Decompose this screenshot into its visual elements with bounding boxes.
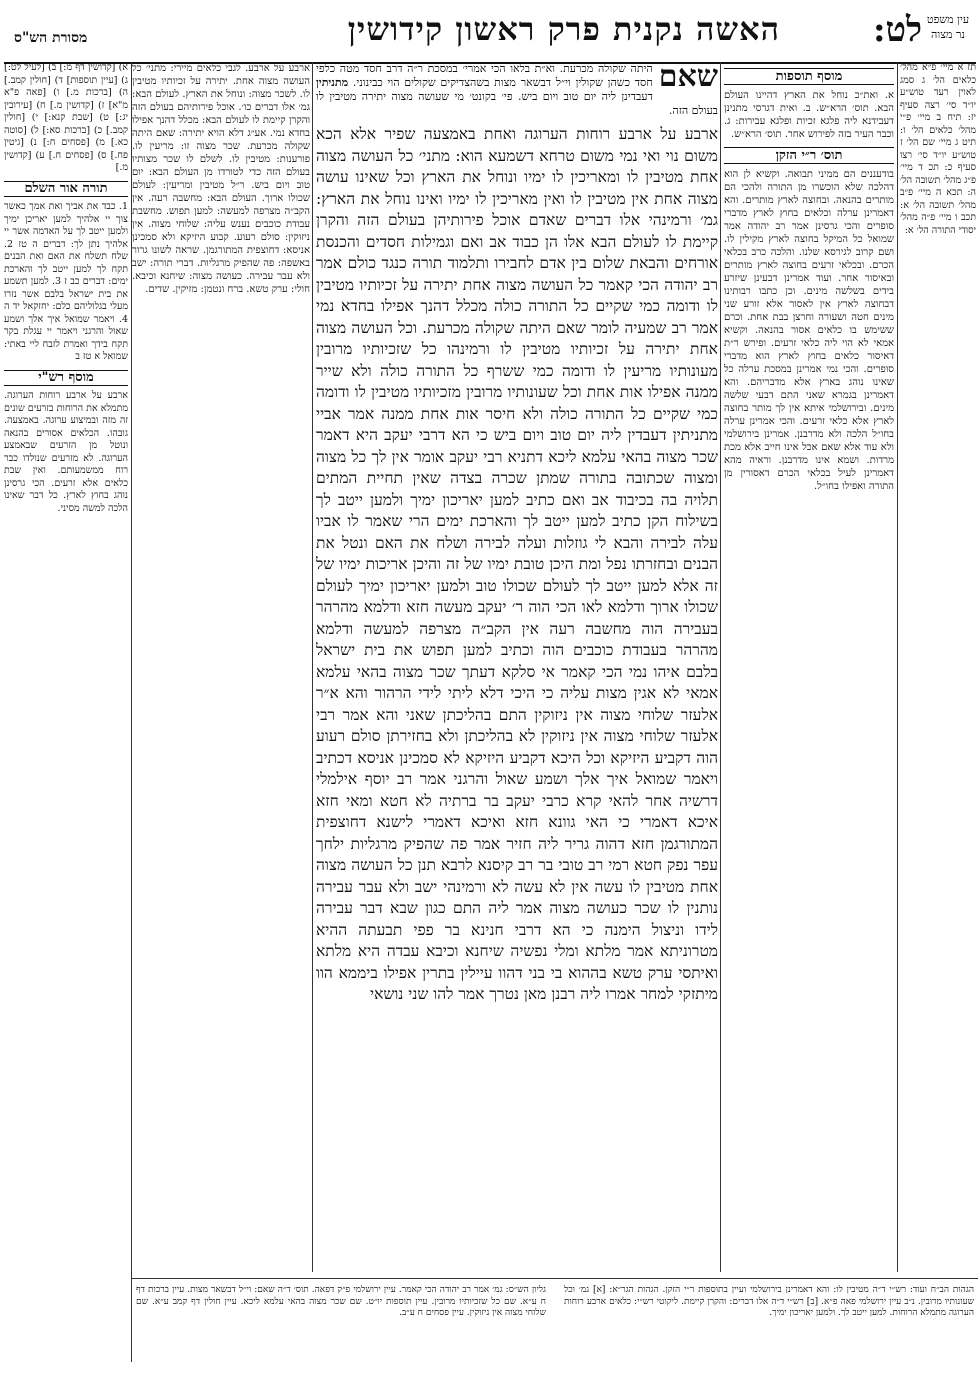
left-sidebar: [4, 62, 128, 1362]
torah-or-text: 1. כבד את אביך ואת אמך כאשר צוך יי אלהיך למען יאריכן ימיך ולמען ייטב לך על האדמה אשר יי אלהיך נתן לך: דברים ה טז 2. שלח תשלח את האם ואת הבנים תקח לך למען ייטב לך והארכת ימים: דברים כב ז 3. למען תשמע את בית ישראל בלבם אשר נזרו מעלי בגלוליהם כלם: יחזקאל יד ה 4. ויאמר שמואל איך אלך ושמע שאול והרגני ויאמר יי עגלת בקר תקח בידך ואמרת לזבח ליי באתי: שמואל א טז ב: [4, 201, 128, 362]
column-divider: [720, 62, 721, 1272]
page-title: האשה נקנית פרק ראשון קידושין: [347, 10, 780, 48]
column-divider: [897, 62, 898, 1272]
gemara-column: [316, 62, 718, 1272]
gemara-tosfot-intro: [316, 62, 718, 118]
daf-number: לט:: [873, 10, 922, 50]
mesorat-text: א) [קדושין דף מ:] ב) [לעיל לט:] ג) [עיין תוספות] ד) [חולין קמב.] ה) [ברכות מ.] ו) [פאה פ"א מ"א] ז) [קדושין מ.] ח) [עירובין יג:] ט) [שבת קנא:] י) [חולין קמב.] כ) [ברכות סא:] ל) [סוטה כא.] מ) [פסחים ח:] נ) [גיטין פח.] ס) [פסחים ח.] ע) [קדושין מ.]: [4, 62, 128, 173]
ein-mishpat-column: [900, 62, 976, 1362]
mishna-text: דעבדינן ליה יום טוב ויום ביש. פי׳ בקונט׳ מי שעושה מצוה יתירה מטיבין לו בעולם הזה.: [316, 90, 718, 117]
running-header: [0, 6, 980, 58]
opening-word: שאם: [658, 62, 718, 94]
tosfot-column: [724, 62, 894, 1272]
torah-or-header: תורה אור השלם: [4, 181, 128, 198]
intro-text: היתה שקולה מכרעת. וא״ת בלאו הכי אמרי׳ במסכת ר״ה דרב חסד מטה כלפי חסד כשהן שקולין וי״ל דבשאר מצות בשהצדיקים שקולים הוי כבינוני.: [316, 62, 653, 89]
footer-left: גליון הש״ס: גמ׳ אמר רב יהודה הכי קאמר. עיין ירושלמי פ״ק דפאה. תוס׳ ד״ה שאם: וי״ל דבשאר מצות. עיין ברכות דף ח ע״א. שם כל שזכיותיו מרובין. עיין תוספות יו״ט. שם שכר מצוה בהאי עלמא ליכא. עיין חולין דף קמב ע״א. שם שלוחי מצוה אין ניזוקין. עיין פסחים ח ע״ב.: [136, 1285, 546, 1318]
gemara-main-text: ארבע על ארבע רוחות הערוגה ואחת באמצעה שפיר אלא הכא משום נוי ואי נמי משום טרחא דשמעא הוא: מתני׳ כל העושה מצוה אחת מטיבין לו ומאריכין לו ימיו ונוחל את הארץ וכל שאינו עושה מצוה אחת אין מטיבין לו ואין מאריכין לו ימיו ואינו נוחל את הארץ: גמ׳ ורמינהי אלו דברים שאדם אוכל פירותיהן בעולם הזה והקרן קיימת לו לעולם הבא אלו הן כבוד אב ואם וגמילות חסדים והכנסת אורחים והבאת שלום בין אדם לחבירו ותלמוד תורה כנגד כולם אמר רב יהודה הכי קאמר כל העושה מצוה אחת יתירה על זכיותיו מטיבין לו ודומה כמי שקיים כל התורה כולה מכלל דהנך אפילו בחדא נמי אמר רב שמעיה לומר שאם היתה שקולה מכרעת. וכל העושה מצוה אחת יתירה על זכיותיו מטיבין לו ורמינהו כל שזכיותיו מרובין מעונותיו מריעין לו ודומה כמי ששרף כל התורה כולה ולא שייר ממנה אפילו אות אחת וכל שעונותיו מרובין מזכיותיו מטיבין לו ודומה כמי שקיים כל התורה כולה ולא חיסר אות אחת ממנה אמר אביי מתניתין דעבדין ליה יום טוב ויום ביש כי הא דרבי יעקב היא דאמר שכר מצוה בהאי עלמא ליכא דתניא רבי יעקב אומר אין לך כל מצוה ומצוה שכתובה בתורה שמתן שכרה בצדה שאין תחיית המתים תלויה בה בכיבוד אב ואם כתיב למען יאריכון ימיך ולמען ייטב לך בשילוח הקן כתיב למען ייטב לך והארכת ימים הרי שאמר לו אביו עלה לבירה והבא לי גוזלות ועלה לבירה ושלח את האם ונטל את הבנים ובחזרתו נפל ומת היכן טובת ימיו של זה והיכן אריכות ימיו של זה אלא למען ייטב לך לעולם שכולו טוב ולמען יאריכון ימיך לעולם שכולו ארוך ודלמא לאו הכי הוה ר׳ יעקב מעשה חזא ודלמא מהרהר בעבירה הוה מחשבה רעה אין הקב״ה מצרפה למעשה ודלמא מהרהר בעבודת כוכבים הוה וכתיב למען תפוש את בית ישראל בלבם איהו נמי הכי קאמר אי סלקא דעתך שכר מצוה בהאי עלמא אמאי לא אגין מצות עליה כי היכי דלא ליתי לידי הרהור והא א״ר אלעזר שלוחי מצוה אין ניזוקין התם בהליכתן שאני והא אמר רבי אלעזר שלוחי מצוה אין ניזוקין לא בהליכתן ולא בחזירתן סולם רעוע הוה דקביע היזיקא וכל היכא דקביע היזיקא לא סמכינן אניסא דכתיב ויאמר שמואל איך אלך ושמע שאול והרגני אמר רב יוסף אילמלי דרשיה אחר להאי קרא כרבי יעקב בר ברתיה לא חטא ומאי חזא איכא דאמרי כי האי גוונא חזא ואיכא דאמרי לישנא דחוצפית המתורגמן חזא דהוה גריר ליה חזיר אמר פה שהפיק מרגליות ילחך עפר נפק חטא רמי רב טובי בר רב קיסנא לרבא תנן כל העושה מצוה אחת מטיבין לו עשה אין לא עשה לא ורמינהי ישב ולא עבר עבירה נותנין לו שכר כעושה מצוה אמר ליה התם כגון שבא דבר עבירה לידו וניצול הימנה כי הא דרבי חנינא בר פפי תבעתה ההיא מטרוניתא אמר מלתא ומלי נפשיה שיחנא וכיבא עבדה היא מלתא ואיתסי ערק טשא בההוא בי בני דהוו עיילין בתרין אפילו ביממא הוו מיתזקי למחר אמרו ליה רבנן מאן נטרך אמר להו שני נושאי: [316, 125, 718, 1003]
rashi-addendum-text: ארבע על ארבע רוחות הערוגה. מתמלא את הרוחות בזרעים שונים זה מזה ובמיצוע ערוגה. באמצעה. גובהו. הכלאים אסורים בהנאה ונוטל מן הזרעים שבאמצע הערוגה. לא מזרעים שנולדו כבר רוח ממשמעותם. ואין שבת כלאים אלא זרעים. הכי גרסינן נוהג בחוץ לארץ. כל דבר שאינו הלכה למשה מסיני.: [4, 390, 128, 514]
ein-mishpat-text: תז א מיי׳ פ״א מהל׳ כלאים הל׳ ג סמג לאוין רעד טוש״ע יו״ד סי׳ רצה סעיף יז: תיח ב מיי׳ פ״י מהל׳ כלאים הל׳ ו: תיט ג מיי׳ שם הל׳ ז טוש״ע יו״ד סי׳ רצו סעיף כ: תכ ד מיי׳ פ״ג מהל׳ תשובה הל׳ ה: תכא ה מיי׳ פ״ב מהל׳ תשובה הל׳ א: תכב ו מיי׳ פ״ה מהל׳ יסודי התורה הל׳ א:: [900, 62, 976, 236]
musaf-tosfot-header: מוסף תוספות: [724, 68, 894, 85]
ein-mishpat-label-text: עין משפט: [926, 13, 970, 26]
footer-glosses: [132, 1278, 978, 1389]
rashi-addendum-header: מוסף רש"י: [4, 370, 128, 387]
ein-mishpat-label: [920, 12, 976, 42]
ner-mitzva-label-text: נר מצוה: [931, 28, 965, 41]
column-divider: [131, 62, 132, 1362]
mishna-label: מתניתין: [316, 76, 349, 89]
column-divider: [312, 62, 313, 1272]
footer-right: הגהות הב״ח ועוד: רש״י ד״ה מטיבין לו: והא דאמרינן בירושלמי ועיין בתוספות ר״י הזקן. הגהות הגר״א: [א] גמ׳ וכל שעונותיו מרובין. נ״ב עיין ירושלמי פאה פ״א. [ב] רש״י ד״ה אלו דברים: והקרן קיימת. ליקוטי רש״י: כלאים ארבע רוחות הערוגה מתמלא הרוחות. למען ייטב לך. ולמען יאריכון ימיך.: [564, 1285, 974, 1318]
mesorat-label: מסורת הש"ס: [14, 30, 88, 46]
rashi-text: ארבע על ארבע. לגבי כלאים מיירי: מתני׳ כל העושה מצוה אחת. יתירה על זכיותיו מטיבין לו. לשכר מצוה: ונוחל את הארץ. לעולם הבא: גמ׳ אלו דברים כו׳. אוכל פירותיהם בעולם הזה והקרן קיימת לו לעולם הבא: מכלל דהנך אפילו בחדא נמי. אע״ג דלא הויא יתירה: שאם היתה שקולה מכרעת. שכר מצוה זו: מריעין לו. פורענות: מטיבין לו. לשלם לו שכר מצותיו בעולם הזה כדי לטורדו מן העולם הבא: יום טוב ויום ביש. ר״ל מטיבין ומריעין: לעולם שכולו ארוך. העולם הבא: מחשבה רעה. אין הקב״ה מצרפה למעשה: למען תפוש. מחשבת עבודת כוכבים נענש עליה: שלוחי מצוה. אין ניזוקין: סולם רעוע. קבוע היזיקא ולא סמכינן אניסא: דחוצפית המתורגמן. שראה לשונו גרור באשפה: פה שהפיק מרגליות. דברי תורה: ישב ולא עבר עבירה. כעושה מצוה: שיחנא וכיבא. חולי: ערק טשא. ברח ונטמן: מזיקין. שדים.: [132, 63, 310, 295]
musaf-tosfot-text: א. ואת״כ נוחל את הארץ דהיינו העולם הבא. תוס׳ הרא״ש. ב. ואית דגרסי מתנינן דעבידנא ליה פלגא זכיות ופלגא עבירות: ג. וכבר העיר בזה לפירוש אחר. תוס׳ הרא״ש.: [724, 90, 894, 140]
rid-text: בודעננים הם ממיני תבואה. וקשיא לן הוא דהלכה שלא הוכשרו מן התורה ולהכי הם מותרים בהנאה. ובחוצה לארץ מותרים. והא דאמרינן ערלה וכלאים בחוץ לארץ מדברי סופרים והכי גרסינן אמר רב יהודה אמר שמואל כל המיקל בחוצה לארץ מקילין לו. ושם קרוב לגירסא שלנו. והלכה כרב בכלאי הכרם. ובכלאי זרעים בחוצה לארץ מותרים ובאיסור אחר. ועוד אמרינן דבעינן שיזרע בידים בשלשה מינים. וכן כתבו רבותינו דבחוצה לארץ אין לאסור אלא זורע שני מינים חטה ושעורה וחרצן בבת אחת. וכרם ששימש בו כלאים אסור בהנאה. וקשיא אמאי לא הוי ליה כלאי זרעים. ופירש ר״ת דאיסור כלאים בחוץ לארץ הוא מדברי סופרים. והכי נמי אמרינן במסכת ערלה כל שאינו נוהג בארץ אלא מדבריהם. והא דאמרינן בגמרא שאני התם דבעי שלשה מינים. ובירושלמי איתא אין לך מותר בחוצה לארץ אלא כלאי זרעים. והכי אמרינן ערלה בחו״ל הלכה ולא מדרבנן. אמרינן בירושלמי ולא עוד אלא שאם אכל אינו חייב אלא מכת מרדות. ושמא אינו מדרבנן. וראיה מהא דאמרינן לעיל בכלאי הכרם דאסורין מן התורה ואפילו בחו״ל.: [724, 169, 894, 492]
rashi-column: [132, 62, 310, 1272]
rid-header: תוס׳ ר״י הזקן: [724, 147, 894, 164]
